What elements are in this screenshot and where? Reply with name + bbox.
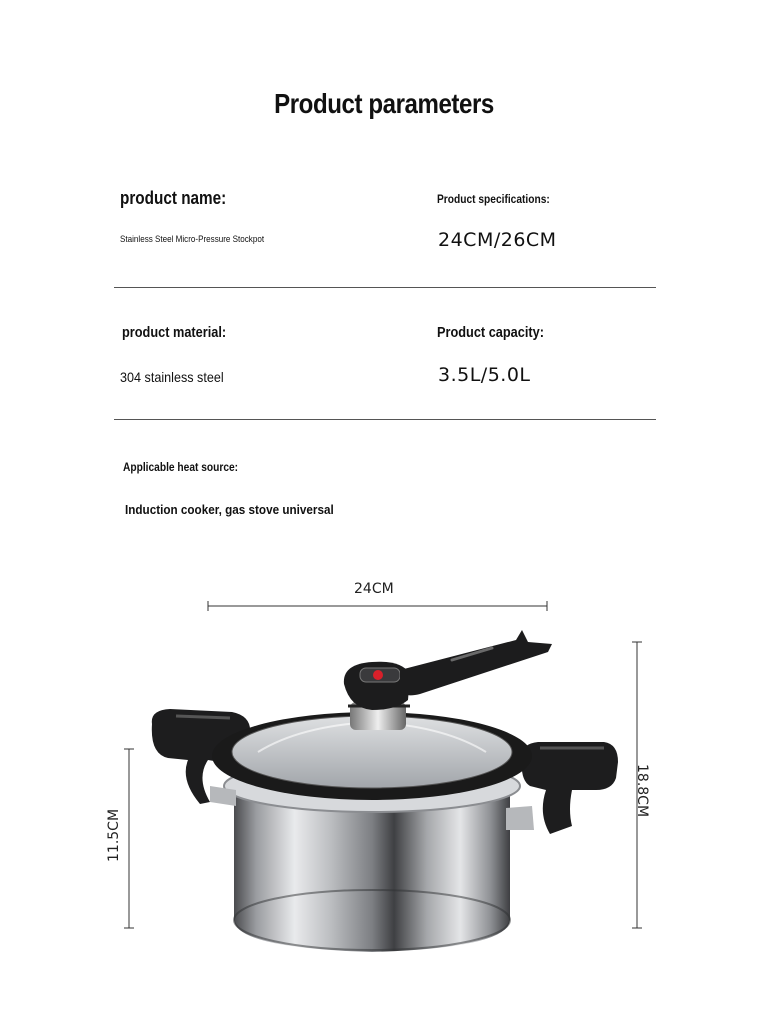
heat-source-label: Applicable heat source: — [123, 460, 239, 474]
product-spec-label: Product specifications: — [437, 192, 550, 206]
width-dimension-line — [208, 601, 547, 611]
body-height-dimension-line — [124, 749, 134, 928]
pressure-indicator — [373, 670, 383, 680]
width-dimension-label: 24CM — [354, 581, 394, 597]
body-height-dimension-label: 11.5CM — [106, 808, 122, 862]
product-capacity-value: 3.5L/5.0L — [438, 364, 531, 386]
right-handle — [522, 742, 618, 834]
total-height-dimension-label: 18.8CM — [634, 764, 650, 818]
product-name-label: product name: — [120, 188, 227, 208]
heat-source-value: Induction cooker, gas stove universal — [125, 502, 334, 517]
product-name-value: Stainless Steel Micro-Pressure Stockpot — [120, 234, 265, 245]
product-capacity-label: Product capacity: — [437, 324, 544, 341]
product-spec-value: 24CM/26CM — [438, 229, 557, 251]
product-material-label: product material: — [122, 324, 227, 341]
product-material-value: 304 stainless steel — [120, 369, 224, 385]
total-height-dimension-line — [632, 642, 642, 928]
lid-handle — [400, 630, 552, 695]
page-title: Product parameters — [274, 88, 494, 119]
